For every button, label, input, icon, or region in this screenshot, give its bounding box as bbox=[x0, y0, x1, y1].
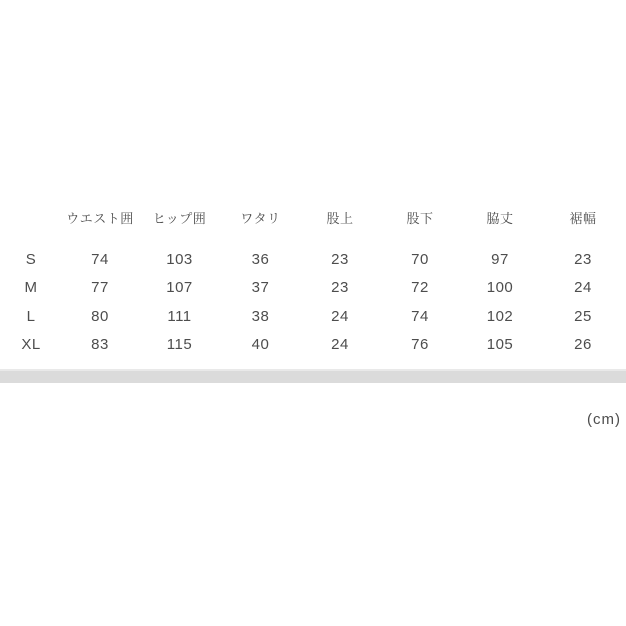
unit-label: (cm) bbox=[587, 411, 621, 428]
table-cell: 105 bbox=[486, 336, 514, 354]
table-cell: 37 bbox=[251, 279, 270, 297]
table-cell: 83 bbox=[91, 336, 109, 354]
table-header-row bbox=[0, 203, 626, 231]
table-cell: 23 bbox=[574, 250, 592, 268]
table-cell: 36 bbox=[251, 250, 270, 268]
table-cell: 23 bbox=[331, 279, 349, 297]
table-cell: 38 bbox=[251, 307, 270, 325]
size-label: L bbox=[26, 307, 36, 325]
table-cell: 74 bbox=[91, 250, 109, 268]
table-cell: 97 bbox=[491, 250, 509, 268]
table-cell: 26 bbox=[574, 336, 592, 354]
table-row-m bbox=[0, 274, 626, 303]
table-cell: 24 bbox=[331, 336, 349, 354]
table-cell: 23 bbox=[331, 250, 349, 268]
table-cell: 25 bbox=[574, 307, 592, 325]
size-label: M bbox=[24, 279, 38, 297]
table-cell: 115 bbox=[166, 336, 193, 354]
horizontal-scrollbar[interactable] bbox=[0, 369, 626, 383]
column-header-hem-width: 裾幅 bbox=[569, 210, 597, 226]
table-row-xl bbox=[0, 331, 626, 360]
table-cell: 80 bbox=[91, 307, 109, 325]
size-label: S bbox=[25, 250, 37, 268]
size-label: XL bbox=[21, 336, 41, 354]
column-header-hip: ヒップ囲 bbox=[152, 210, 207, 226]
table-cell: 77 bbox=[91, 279, 109, 297]
table-cell: 76 bbox=[411, 336, 429, 354]
column-header-waist: ウエスト囲 bbox=[66, 210, 134, 226]
table-cell: 40 bbox=[251, 336, 270, 354]
table-cell: 100 bbox=[486, 279, 514, 297]
table-cell: 24 bbox=[331, 307, 349, 325]
column-header-thigh: ワタリ bbox=[240, 210, 281, 226]
table-cell: 102 bbox=[486, 307, 514, 325]
column-header-rise: 股上 bbox=[326, 210, 354, 226]
table-cell: 24 bbox=[574, 279, 592, 297]
table-cell: 74 bbox=[411, 307, 429, 325]
table-row-s bbox=[0, 245, 626, 274]
column-header-side-length: 脇丈 bbox=[486, 210, 514, 226]
table-cell: 72 bbox=[411, 279, 429, 297]
table-cell: 107 bbox=[166, 279, 193, 297]
table-cell: 70 bbox=[411, 250, 429, 268]
table-row-l bbox=[0, 302, 626, 331]
table-cell: 111 bbox=[167, 307, 192, 325]
column-header-inseam: 股下 bbox=[406, 210, 434, 226]
table-cell: 103 bbox=[166, 250, 193, 268]
